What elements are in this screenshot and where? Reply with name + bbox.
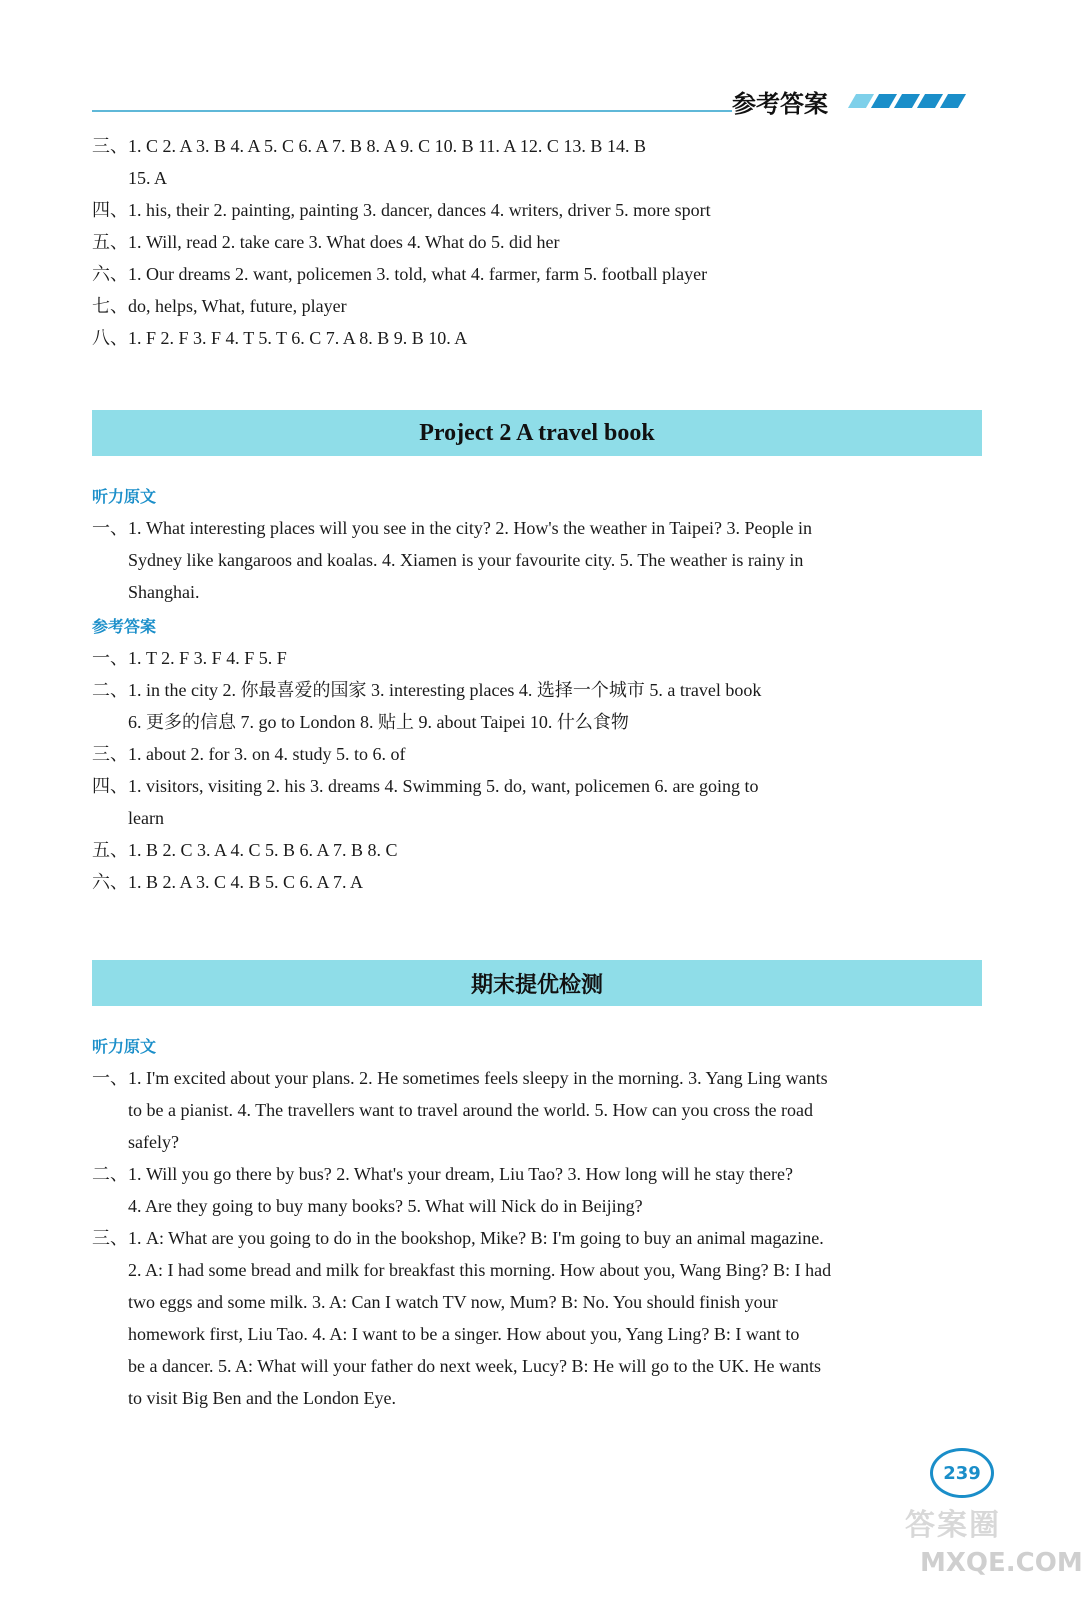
answer-line: 七、do, helps, What, future, player: [92, 296, 347, 316]
script-line: Shanghai.: [128, 582, 200, 602]
script-line: to be a pianist. 4. The travellers want to travel around the world. 5. How can you cross the road: [128, 1100, 813, 1120]
page-header: [92, 84, 982, 118]
answer-line: 二、1. in the city 2. 你最喜爱的国家 3. interesting places 4. 选择一个城市 5. a travel book: [92, 680, 762, 700]
script-line: 4. Are they going to buy many books? 5. What will Nick do in Beijing?: [128, 1196, 643, 1216]
section-title: Project 2 A travel book: [419, 419, 655, 446]
section1-answers: [92, 642, 982, 898]
section-title-bar: [92, 410, 982, 456]
answer-line: 三、1. about 2. for 3. on 4. study 5. to 6. of: [92, 744, 406, 764]
watermark-logo: 答案圈: [905, 1508, 1001, 1543]
header-rule: [92, 110, 732, 112]
answer-line: 三、1. C 2. A 3. B 4. A 5. C 6. A 7. B 8. A 9. C 10. B 11. A 12. C 13. B 14. B: [92, 136, 646, 156]
listening-script-heading: 听力原文: [92, 1037, 157, 1056]
answer-line: 五、1. B 2. C 3. A 4. C 5. B 6. A 7. B 8. C: [92, 840, 398, 860]
script-line: 一、1. What interesting places will you see in the city? 2. How's the weather in Taipei? 3. People in: [92, 518, 812, 538]
script-line: 2. A: I had some bread and milk for breakfast this morning. How about you, Wang Bing? B: I had: [128, 1260, 832, 1280]
answer-line: 六、1. B 2. A 3. C 4. B 5. C 6. A 7. A: [92, 872, 364, 892]
script-line: be a dancer. 5. A: What will your father do next week, Lucy? B: He will go to the UK. He wants: [128, 1356, 821, 1376]
answer-line: 四、1. visitors, visiting 2. his 3. dreams 4. Swimming 5. do, want, policemen 6. are going to: [92, 776, 759, 796]
script-line: Sydney like kangaroos and koalas. 4. Xiamen is your favourite city. 5. The weather is rainy in: [128, 550, 804, 570]
watermark-url: MXQE.COM: [920, 1548, 1083, 1578]
final-test-script: [92, 1062, 982, 1414]
header-stripes-decoration: [852, 94, 982, 110]
answer-line: 四、1. his, their 2. painting, painting 3. dancer, dances 4. writers, driver 5. more sport: [92, 200, 711, 220]
script-line: homework first, Liu Tao. 4. A: I want to be a singer. How about you, Yang Ling? B: I want to: [128, 1324, 800, 1344]
section-title: 期末提优检测: [470, 972, 603, 998]
answer-line: 六、1. Our dreams 2. want, policemen 3. told, what 4. farmer, farm 5. football player: [92, 264, 708, 284]
answer-line: 一、1. T 2. F 3. F 4. F 5. F: [92, 648, 287, 668]
listening-script-heading: 听力原文: [92, 487, 157, 506]
header-title: 参考答案: [732, 90, 828, 118]
answer-line: learn: [128, 808, 164, 828]
script-line: 二、1. Will you go there by bus? 2. What's your dream, Liu Tao? 3. How long will he stay there?: [92, 1164, 793, 1184]
page-number: 239: [930, 1448, 994, 1498]
answer-line: 五、1. Will, read 2. take care 3. What does 4. What do 5. did her: [92, 232, 560, 252]
answer-line: 6. 更多的信息 7. go to London 8. 贴上 9. about Taipei 10. 什么食物: [128, 712, 629, 732]
script-line: two eggs and some milk. 3. A: Can I watch TV now, Mum? B: No. You should finish your: [128, 1292, 778, 1312]
answers-heading: 参考答案: [92, 617, 157, 636]
answer-line: 八、1. F 2. F 3. F 4. T 5. T 6. C 7. A 8. B 9. B 10. A: [92, 328, 468, 348]
listening-script: [92, 512, 982, 608]
section-title-bar: [92, 960, 982, 1006]
answer-line: 15. A: [128, 168, 168, 188]
script-line: 一、1. I'm excited about your plans. 2. He sometimes feels sleepy in the morning. 3. Yang Ling wants: [92, 1068, 828, 1088]
script-line: 三、1. A: What are you going to do in the bookshop, Mike? B: I'm going to buy an animal magazine.: [92, 1228, 824, 1248]
script-line: safely?: [128, 1132, 179, 1152]
script-line: to visit Big Ben and the London Eye.: [128, 1388, 396, 1408]
top-answers: [92, 130, 982, 354]
